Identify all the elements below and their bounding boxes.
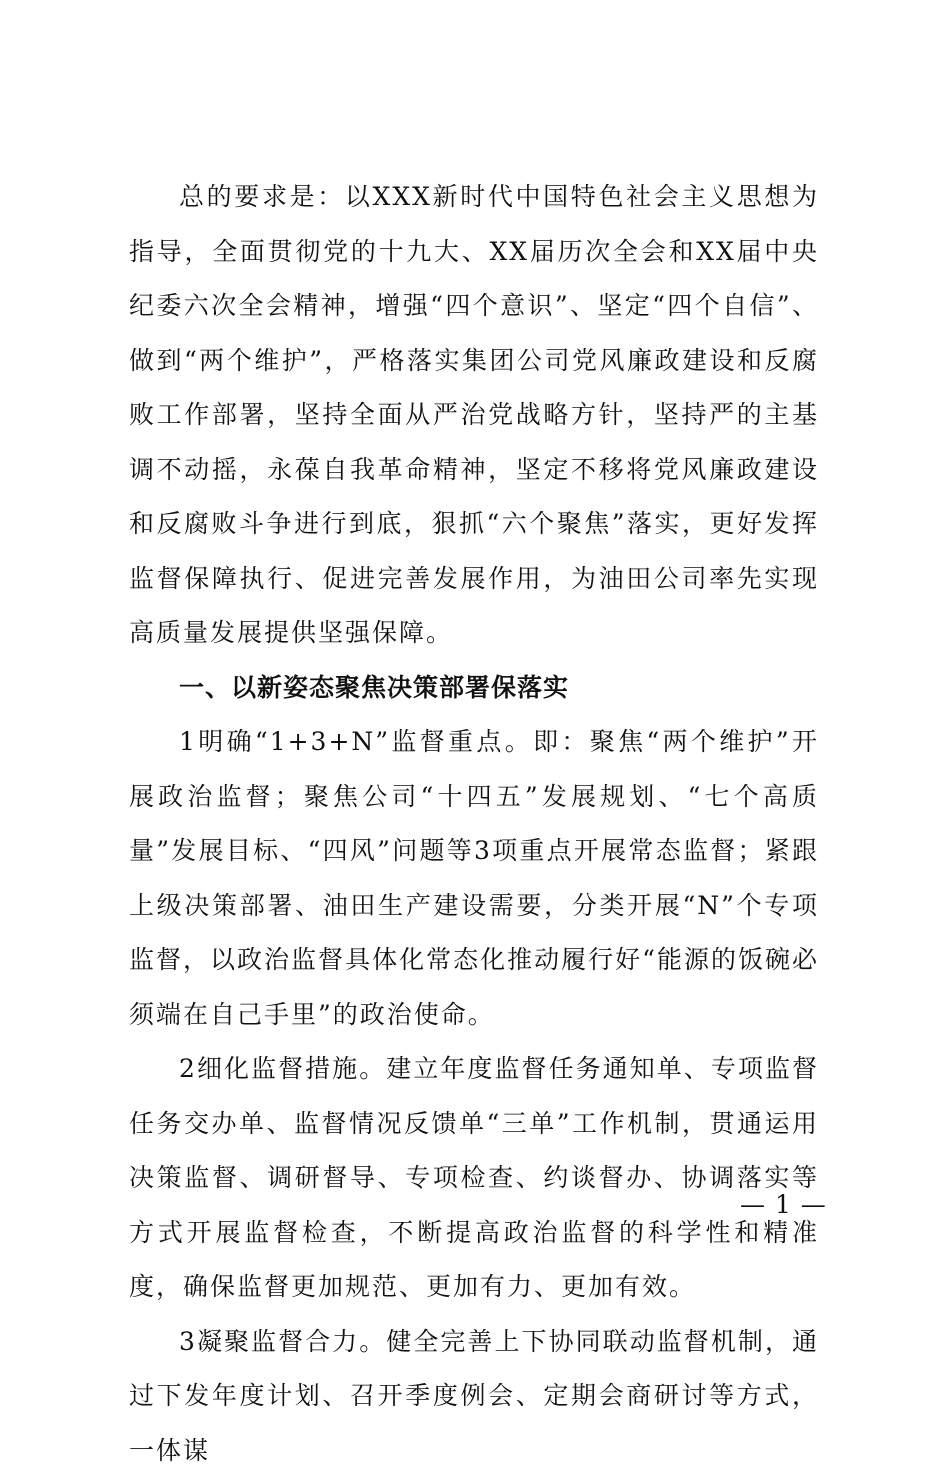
page-number: — 1 —: [740, 1190, 827, 1220]
item-2-paragraph: 2细化监督措施。建立年度监督任务通知单、专项监督任务交办单、监督情况反馈单“三单”工作机制，贯通运用决策监督、调研督导、专项检查、约谈督办、协调落实等方式开展监督检查，不断提高政治监督的科学性和精准度，确保监督更加规范、更加有力、更加有效。: [129, 1042, 819, 1315]
document-body: [129, 170, 819, 1478]
item-1-paragraph: 1明确“1+3+N”监督重点。即：聚焦“两个维护”开展政治监督；聚焦公司“十四五”发展规划、“七个高质量”发展目标、“四风”问题等3项重点开展常态监督；紧跟上级决策部署、油田生产建设需要，分类开展“N”个专项监督，以政治监督具体化常态化推动履行好“能源的饭碗必须端在自己手里”的政治使命。: [129, 715, 819, 1042]
section-heading: 一、以新姿态聚焦决策部署保落实: [129, 661, 819, 716]
item-3-paragraph: 3凝聚监督合力。健全完善上下协同联动监督机制，通过下发年度计划、召开季度例会、定期会商研讨等方式，一体谋: [129, 1315, 819, 1478]
general-requirements-paragraph: 总的要求是：以XXX新时代中国特色社会主义思想为指导，全面贯彻党的十九大、XX届历次全会和XX届中央纪委六次全会精神，增强“四个意识”、坚定“四个自信”、做到“两个维护”，严格落实集团公司党风廉政建设和反腐败工作部署，坚持全面从严治党战略方针，坚持严的主基调不动摇，永葆自我革命精神，坚定不移将党风廉政建设和反腐败斗争进行到底，狠抓“六个聚焦”落实，更好发挥监督保障执行、促进完善发展作用，为油田公司率先实现高质量发展提供坚强保障。: [129, 170, 819, 661]
